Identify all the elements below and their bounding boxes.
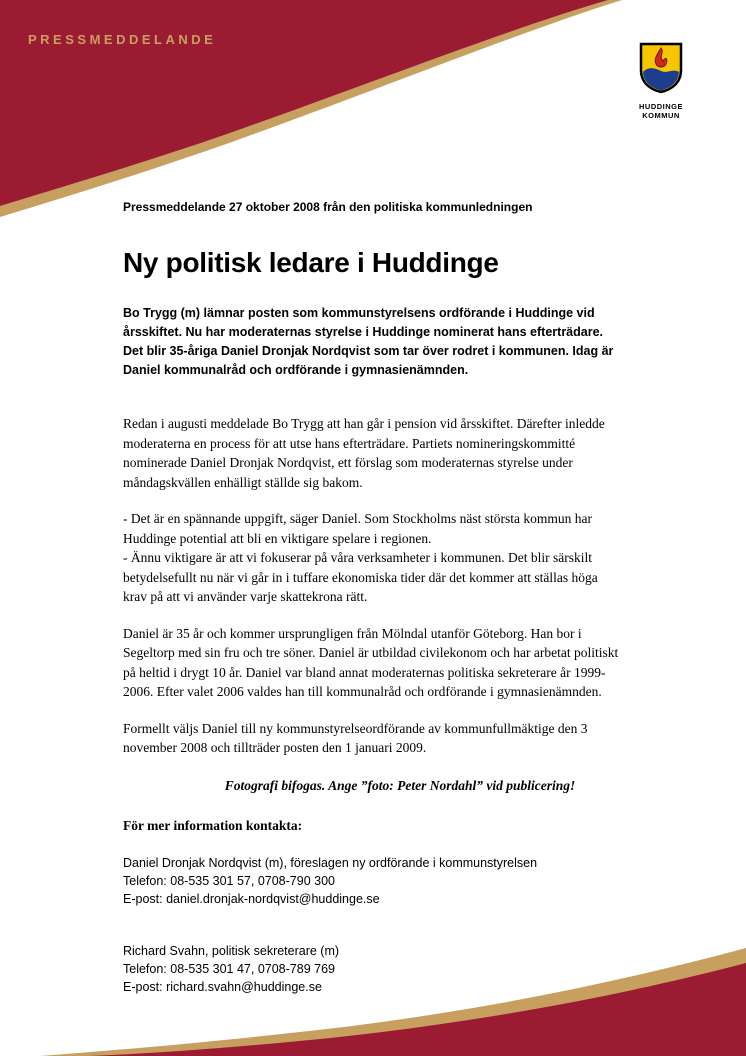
coat-of-arms-icon xyxy=(639,42,683,94)
contact-email: E-post: daniel.dronjak-nordqvist@huddinge.se xyxy=(123,891,380,906)
page-title: Ny politisk ledare i Huddinge xyxy=(123,247,499,278)
kommun-logo-text: HUDDINGE KOMMUN xyxy=(638,102,683,120)
photo-credit-note: Fotografi bifogas. Ange ”foto: Peter Nordahl” vid publicering! xyxy=(224,777,576,793)
contact-name: Richard Svahn, politisk sekreterare (m) xyxy=(123,943,340,958)
press-release-label: PRESSMEDDELANDE xyxy=(28,32,217,47)
body-paragraph-quote: - Det är en spännande uppgift, säger Daniel. Som Stockholms näst största kommun har Huddinge potential att bli en viktigare spelare i regionen. xyxy=(123,511,593,546)
body-paragraph-quote: - Ännu viktigare är att vi fokuserar på våra verksamheter i kommunen. Det blir särskilt betydelsefullt nu när vi går in i tuffare ekonomiska tider där det kommer att ställas höga krav på att vi använder varje skattekrona rätt. xyxy=(123,550,598,604)
body-paragraph: Daniel är 35 år och kommer ursprungligen från Mölndal utanför Göteborg. Han bor i Segeltorp med sin fru och tre söner. Daniel är utbildad civilekonom och har arbetat politiskt på heltid i drygt 10 år. Daniel var bland annat moderaternas politiska sekreterare år 1999-2006. Efter valet 2006 valdes han till kommunalråd och ordförande i gymnasienämnden. xyxy=(123,625,619,699)
body-paragraph: Redan i augusti meddelade Bo Trygg att han går i pension vid årsskiftet. Därefter inledde moderaterna en process för att utse hans efterträdare. Partiets nomineringskommitté nominerade Daniel Dronjak Nordqvist, ett förslag som moderaternas styrelse under måndagskvällen enhälligt ställde sig bakom. xyxy=(123,416,605,490)
contact-email: E-post: richard.svahn@huddinge.se xyxy=(123,979,322,994)
contact-heading: För mer information kontakta: xyxy=(123,817,303,833)
intro-paragraph: Bo Trygg (m) lämnar posten som kommunstyrelsens ordförande i Huddinge vid årsskiftet. Nu har moderaternas styrelse i Huddinge nominerat hans efterträdare. Det blir 35-åriga Daniel Dronjak Nordqvist som tar över rodret i kommunen. Idag är Daniel kommunalråd och ordförande i gymnasienämnden. xyxy=(123,306,614,377)
dateline: Pressmeddelande 27 oktober 2008 från den politiska kommunledningen xyxy=(123,200,533,214)
contact-phone: Telefon: 08-535 301 57, 0708-790 300 xyxy=(123,873,335,888)
contact-phone: Telefon: 08-535 301 47, 0708-789 769 xyxy=(123,961,335,976)
bottom-curve-banner xyxy=(0,886,746,1056)
body-paragraph: Formellt väljs Daniel till ny kommunstyrelseordförande av kommunfullmäktige den 3 november 2008 och tillträder posten den 1 januari 2009. xyxy=(123,720,588,755)
contact-name: Daniel Dronjak Nordqvist (m), föreslagen ny ordförande i kommunstyrelsen xyxy=(123,855,538,870)
kommun-logo xyxy=(626,42,696,120)
